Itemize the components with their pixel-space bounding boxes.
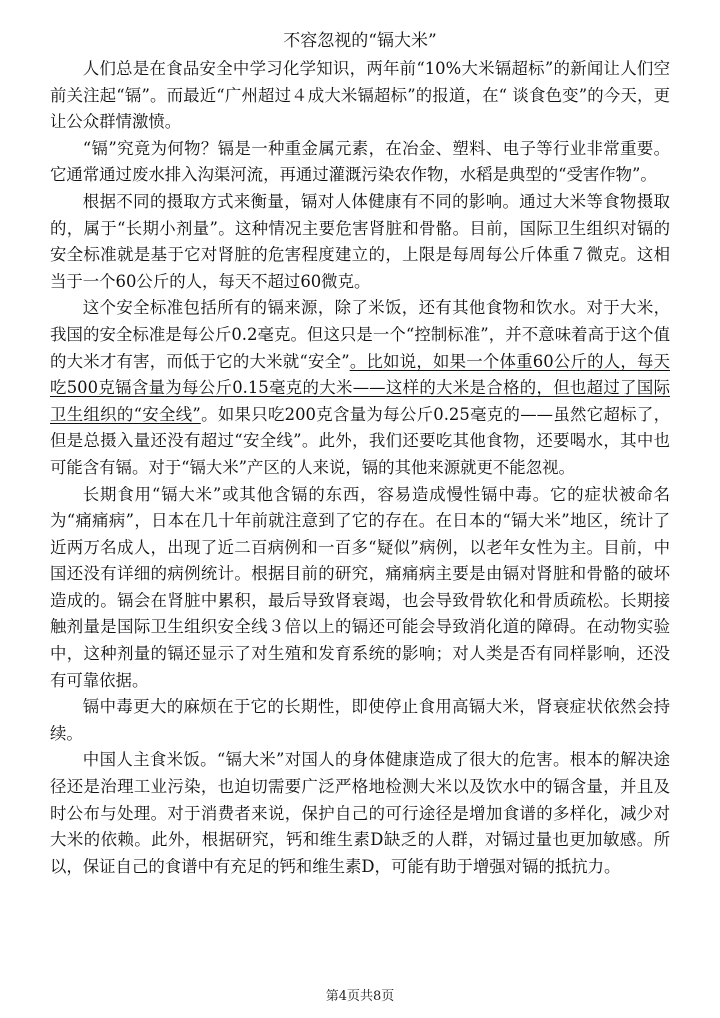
document-page xyxy=(50,28,670,880)
paragraph-4-rest: 。如果只吃200克含量为每公斤0.25毫克的——虽然它超标了，但是总摄入量还没有超过“安全线”。此外，我们还要吃其他食物，还要喝水，其中也可能含有镉。对于“镉大米”产区的人来说，镉的其他来源就更不能忽视。 xyxy=(50,404,671,477)
paragraph-6: 镉中毒更大的麻烦在于它的长期性，即使停止食用高镉大米，肾衰症状依然会持续。 xyxy=(50,697,670,743)
page-number: 第4页共8页 xyxy=(325,989,395,1004)
paragraph-3: 根据不同的摄取方式来衡量，镉对人体健康有不同的影响。通过大米等食物摄取的，属于“长期小剂量”。这种情况主要危害肾脏和骨骼。目前，国际卫生组织对镉的安全标准就是基于它对肾脏的危害程度建立的，上限是每周每公斤体重７微克。这相当于一个60公斤的人，每天不超过60微克。 xyxy=(50,191,670,291)
paragraph-4-intro: 这个安全标准包括所有的镉来源，除了米饭，还有其他食物和饮水。对于大米，我国的安全标准是每公斤0.2毫克。但这只是一个“控制标准”，并不意味着高于这个值的大米才有害，而低于它的大米就“安全” xyxy=(50,298,670,371)
paragraph-1: 人们总是在食品安全中学习化学知识，两年前“10%大米镉超标”的新闻让人们空前关注起“镉”。而最近“广州超过４成大米镉超标”的报道，在“ 谈食色变”的今天，更让公众群情激愤。 xyxy=(50,59,670,132)
paragraph-7: 中国人主食米饭。“镉大米”对国人的身体健康造成了很大的危害。根本的解决途径还是治理工业污染，也迫切需要广泛严格地检测大米以及饮水中的镉含量，并且及时公布与处理。对于消费者来说，保护自己的可行途径是增加食谱的多样化，减少对大米的依赖。此外，根据研究，钙和维生素D缺乏的人群，对镉过量也更加敏感。所以，保证自己的食谱中有充足的钙和维生素D，可能有助于增强对镉的抵抗力。 xyxy=(50,750,670,876)
paragraph-5: 长期食用“镉大米”或其他含镉的东西，容易造成慢性镉中毒。它的症状被命名为“痛痛病”，日本在几十年前就注意到了它的存在。在日本的“镉大米”地区，统计了近两万名成人，出现了近二百病例和一百多“疑似”病例，以老年女性为主。目前，中国还没有详细的病例统计。根据目前的研究，痛痛病主要是由镉对肾脏和骨骼的破坏造成的。镉会在肾脏中累积，最后导致肾衰竭，也会导致骨软化和骨质疏松。长期接触剂量是国际卫生组织安全线３倍以上的镉还可能会导致消化道的障碍。在动物实验中，这种剂量的镉还显示了对生殖和发育系统的影响；对人类是否有同样影响，还没有可靠依据。 xyxy=(50,484,670,690)
paragraph-2: “镉”究竟为何物？镉是一种重金属元素，在冶金、塑料、电子等行业非常重要。它通常通过废水排入沟渠河流，再通过灌溉污染农作物，水稻是典型的“受害作物”。 xyxy=(50,138,670,185)
article-title: 不容忽视的“镉大米” xyxy=(283,31,437,51)
underlined-passage: 。比如说，如果一个体重60公斤的人，每天吃500克镉含量为每公斤0.15毫克的大米——这样的大米是合格的，但也超过了国际卫生组织的“安全线” xyxy=(50,351,670,424)
paragraph-4 xyxy=(50,295,670,481)
